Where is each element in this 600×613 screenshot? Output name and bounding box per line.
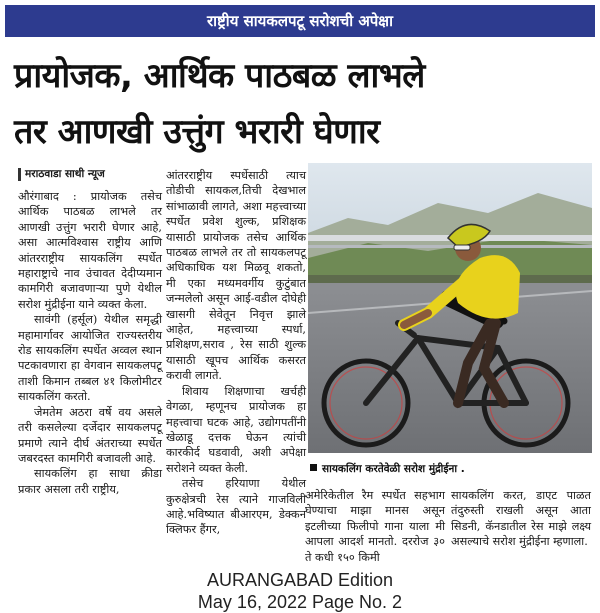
- section-banner: राष्ट्रीय सायकलपटू सरोशची अपेक्षा: [5, 5, 595, 37]
- paragraph: सायकलिंग हा साधा क्रीडा प्रकार असला तरी राष्ट्रीय,: [18, 467, 162, 496]
- headline: [14, 48, 594, 160]
- paragraph: तसेच हरियाणा येथील कुरुक्षेत्रची रेस त्याने गाजविली आहे.भविष्यात बीआरएम, डेक्कन क्लिफर हैंगर,: [166, 477, 306, 537]
- cyclist-photo: [308, 163, 592, 453]
- paragraph: जेमतेम अठरा वर्षे वय असले तरी कसलेल्या दर्जेदार सायकलपटू प्रमाणे त्याने दीर्घ अंतराच्या स्पर्धेत जबरदस्त कामगिरी बजावली आहे.: [18, 405, 162, 465]
- headline-line-1: प्रायोजक, आर्थिक पाठबळ लाभले: [14, 56, 425, 96]
- article-column-2: [166, 168, 306, 538]
- caption-text: सायकलिंग करतेवेळी सरोश मुंद्रीईना .: [322, 463, 465, 475]
- cyclist-illustration: [308, 163, 592, 453]
- paragraph: शिवाय शिक्षणाचा खर्चही वेगळा, म्हणूनच प्रायोजक हा महत्त्वाचा घटक आहे, उद्योगपतींनी खेळाडू दत्तक घेऊन त्यांची कारकीर्द घडवावी, अशी अपेक्षा सरोशने व्यक्त केली.: [166, 384, 306, 475]
- paragraph: सावंगी (हर्सूल) येथील समृद्धी महामार्गावर आयोजित राज्यस्तरीय रोड सायकलिंग स्पर्धेत अव्वल स्थान पटकावणारा हा वेगवान सायकलपटू ताशी किमान तब्बल ४१ किलोमीटर सायकलिंग करतो.: [18, 313, 162, 404]
- article-column-1: [18, 168, 162, 497]
- byline: मराठवाडा साथी न्यूज: [18, 168, 162, 181]
- paragraph: सायकलिंग करत, डाएट पाळत तंदुरुस्ती राखली असून आता सिडनी, कॅनडातील रेस माझे लक्ष्य असल्याचे सरोश मुंद्रीईना म्हणाला.: [451, 489, 591, 549]
- paragraph: अमेरिकेतील रैम स्पर्धेत सहभाग घेण्याचा माझा मानस असून इटलीच्या फिलीपो गाना याला मी आपला आदर्श मानतो. दररोज ३० ते कधी १५० किमी: [305, 489, 445, 564]
- edition-label: AURANGABAD Edition: [206, 570, 394, 590]
- headline-line-2: तर आणखी उत्तुंग भरारी घेणार: [14, 112, 380, 152]
- paragraph: औरंगाबाद : प्रायोजक तसेच आर्थिक पाठबळ लाभले तर आणखी उत्तुंग भरारी घेणार आहे, असा आत्मविश्वास राष्ट्रीय आणि आंतरराष्ट्रीय सायकलिंग स्पर्धेत महाराष्ट्राचे नाव उंचावत देदीप्यमान कामगिरी बजावणाऱ्या पुणे येथील सरोश मुंद्रीईना याने व्यक्त केला.: [18, 190, 162, 311]
- paragraph: आंतरराष्ट्रीय स्पर्धेसाठी त्याच तोडीची सायकल,तिची देखभाल सांभाळावी लागते, अशा महत्त्वाच्या स्पर्धेत प्रवेश शुल्क, प्रशिक्षक यासाठी प्रायोजक तसेच आर्थिक पाठबळ लाभले तर तो सायकलपटू अधिकाधिक यश मिळवू शकतो, मी एका मध्यमवर्गीय कुटुंबात जन्मलेलो असून आई-वडील दोघेही खासगी सेवेतून निवृत्त झाले आहेत, महत्त्वाच्या स्पर्धा, प्रशिक्षण,सराव , रेस साठी शुल्क यासाठी खूपच आर्थिक कसरत करावी लागते.: [166, 169, 306, 383]
- article-column-3: [305, 488, 445, 565]
- article-column-4: [451, 488, 591, 550]
- dateline: May 16, 2022 Page No. 2: [197, 592, 403, 612]
- caption-bullet-icon: [310, 464, 317, 471]
- photo-caption: [310, 460, 592, 478]
